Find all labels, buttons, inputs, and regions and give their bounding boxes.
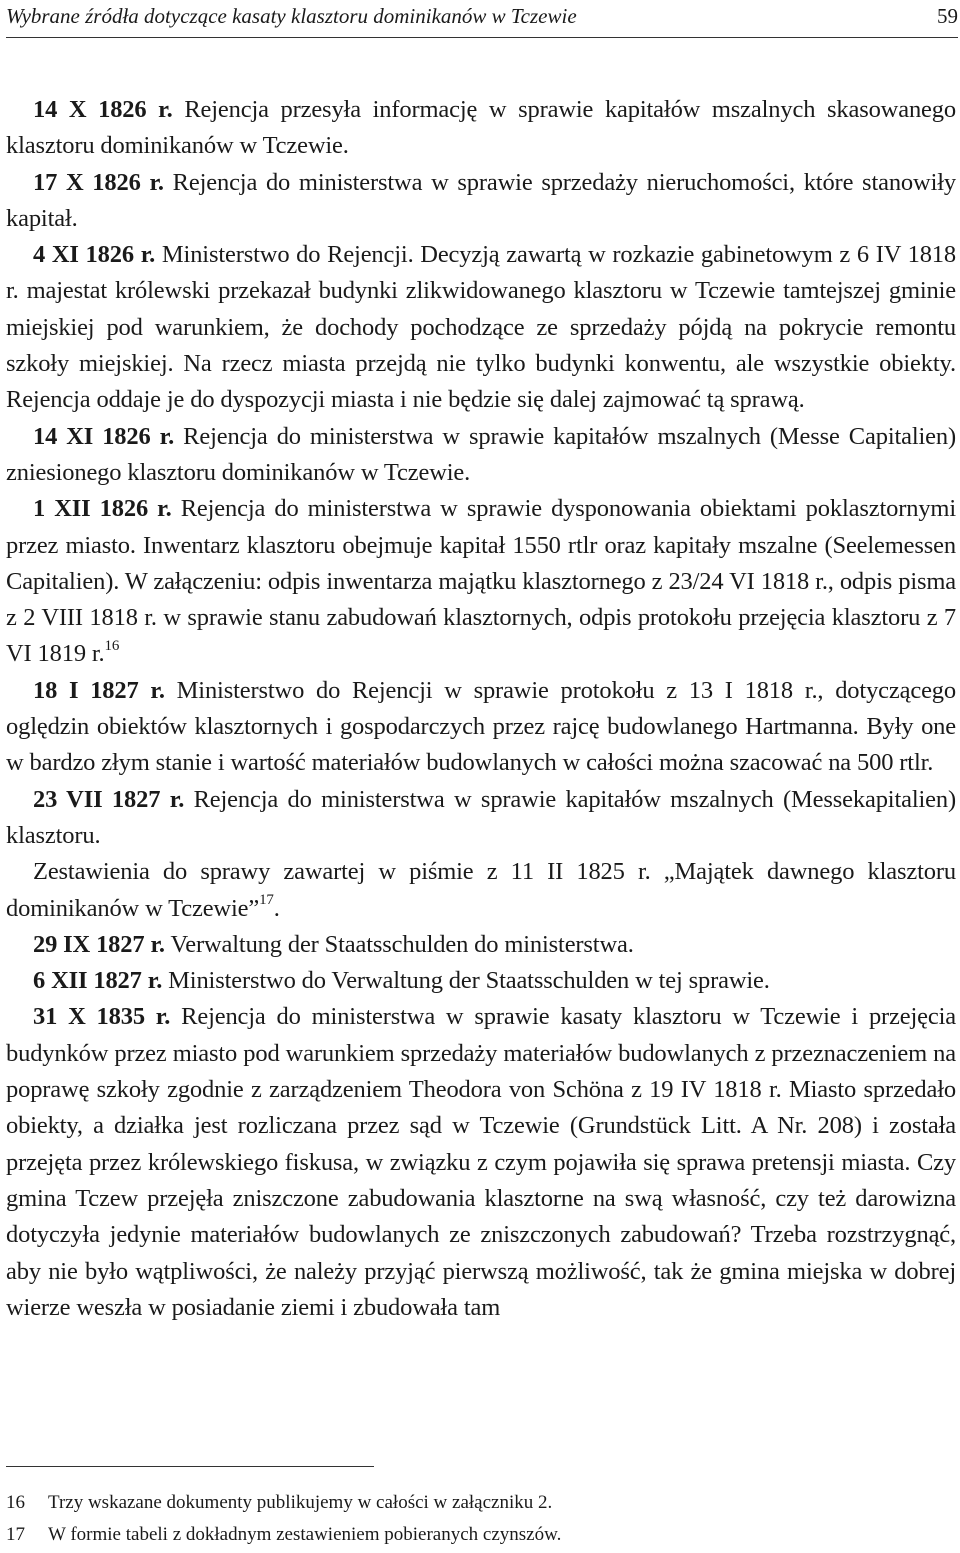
entry-text: Zestawienia do sprawy zawartej w piśmie z 11 II 1825 r. „Majątek dawnego klasztoru dominikanów w Tczewie” [6, 858, 956, 922]
entry-1826-12-01 [6, 491, 956, 672]
entry-1826-10-17 [6, 165, 956, 238]
footnote-rule [6, 1466, 374, 1467]
footnote-ref-16[interactable]: 16 [104, 638, 120, 655]
footnote-number: 17 [6, 1524, 25, 1545]
entry-text: Rejencja do ministerstwa w sprawie kapitałów mszalnych (Messe Capitalien) zniesionego klasztoru dominikanów w Tczewie. [6, 422, 957, 486]
entry-zestawienia [6, 854, 956, 927]
entry-date: 14 XI 1826 r. [33, 422, 175, 450]
entry-date: 31 X 1835 r. [33, 1003, 171, 1031]
running-header [6, 0, 958, 38]
entry-1827-12-06 [6, 963, 956, 999]
entry-1826-11-04 [6, 237, 956, 418]
running-title: Wybrane źródła dotyczące kasaty klasztoru dominikanów w Tczewie [6, 4, 577, 28]
entry-text: Rejencja do ministerstwa w sprawie kapitałów mszalnych (Messekapitalien) klasztoru. [6, 785, 956, 849]
entry-text: Rejencja przesyła informację w sprawie kapitałów mszalnych skasowanego klasztoru dominikanów w Tczewie. [6, 96, 956, 160]
entry-1826-10-14 [6, 92, 956, 165]
entry-date: 1 XII 1826 r. [33, 495, 172, 523]
entry-date: 4 XI 1826 r. [33, 241, 156, 269]
footnote-number: 16 [6, 1492, 25, 1513]
page-number: 59 [937, 4, 958, 28]
entry-1827-07-23 [6, 782, 956, 855]
entry-text: Verwaltung der Staatsschulden do ministerstwa. [164, 930, 634, 958]
footnote-16 [6, 1487, 956, 1519]
entry-text: Ministerstwo do Rejencji. Decyzją zawartą w rozkazie gabinetowym z 6 IV 1818 r. majestat królewski przekazał budynki zlikwidowanego klasztoru w Tczewie tamtejszej gminie miejskiej pod warunkiem, że dochody pochodzące ze sprzedaży pójdą na pokrycie remontu szkoły miejskiej. Na rzecz miasta przejdą nie tylko budynki konwentu, ale wszystkie obiekty. Rejencja oddaje je do dyspozycji miasta i nie będzie się dalej zajmować tą sprawą. [6, 241, 956, 414]
entry-text: Rejencja do ministerstwa w sprawie dysponowania obiektami poklasztornymi przez miasto. Inwentarz klasztoru obejmuje kapitał 1550 rtlr oraz kapitały mszalne (Seelemessen Capitalien). W załączeniu: odpis inwentarza majątku klasztornego z 23/24 VI 1818 r., odpis pisma z 2 VIII 1818 r. w sprawie stanu zabudowań klasztornych, odpis protokołu przejęcia klasztoru z 7 VI 1819 r. [6, 495, 956, 668]
entry-1835-10-31 [6, 999, 956, 1326]
entry-date: 23 VII 1827 r. [33, 785, 185, 813]
footnotes [6, 1487, 956, 1551]
entry-date: 6 XII 1827 r. [33, 967, 163, 995]
footnote-ref-17[interactable]: 17 [259, 892, 274, 909]
entry-1827-01-18 [6, 673, 956, 782]
entry-text: Rejencja do ministerstwa w sprawie kasaty klasztoru w Tczewie i przejęcia budynków przez miasto pod warunkiem sprzedaży materiałów budowlanych z przeznaczeniem na poprawę szkoły zgodnie z zarządzeniem Theodora von Schöna z 19 IV 1818 r. Miasto sprzedało obiekty, a działka jest rozliczana przez sąd w Tczewie (Grundstück Litt. A Nr. 208) i została przejęta przez królewskiego fiskusa, w związku z czym pojawiła się sprawa pretensji miasta. Czy gmina Tczew przejęła zniszczone zabudowania klasztorne na swą własność, czy też darowizna dotyczyła jedynie materiałów budowlanych ze zniszczonych zabudowań? Trzeba rozstrzygnąć, aby nie było wątpliwości, że należy przyjąć pierwszą możliwość, tak że gmina miejska w dobrej wierze weszła w posiadanie ziemi i zbudowała tam [6, 1003, 956, 1321]
footnote-text: W formie tabeli z dokładnym zestawieniem pobieranych czynszów. [48, 1524, 562, 1545]
entry-text: Ministerstwo do Verwaltung der Staatsschulden w tej sprawie. [162, 967, 770, 995]
header-rule [6, 37, 958, 38]
entry-1826-11-14 [6, 419, 956, 492]
entry-date: 29 IX 1827 r. [33, 930, 165, 958]
entry-tail: . [273, 894, 280, 922]
entry-date: 14 X 1826 r. [33, 96, 173, 123]
entry-text: Rejencja do ministerstwa w sprawie sprzedaży nieruchomości, które stanowiły kapitał. [6, 168, 956, 232]
entry-date: 18 I 1827 r. [33, 676, 165, 704]
footnote-17 [6, 1519, 956, 1551]
entry-text: Ministerstwo do Rejencji w sprawie protokołu z 13 I 1818 r., dotyczącego oględzin obiektów klasztornych i gospodarczych przez rajcę budowlanego Hartmanna. Były one w bardzo złym stanie i wartość materiałów budowlanych w całości można szacować na 500 rtlr. [6, 676, 956, 777]
entry-date: 17 X 1826 r. [33, 168, 164, 196]
body-text [6, 92, 956, 1326]
footnote-text: Trzy wskazane dokumenty publikujemy w całości w załączniku 2. [48, 1492, 553, 1513]
entry-1827-09-29 [6, 927, 956, 963]
